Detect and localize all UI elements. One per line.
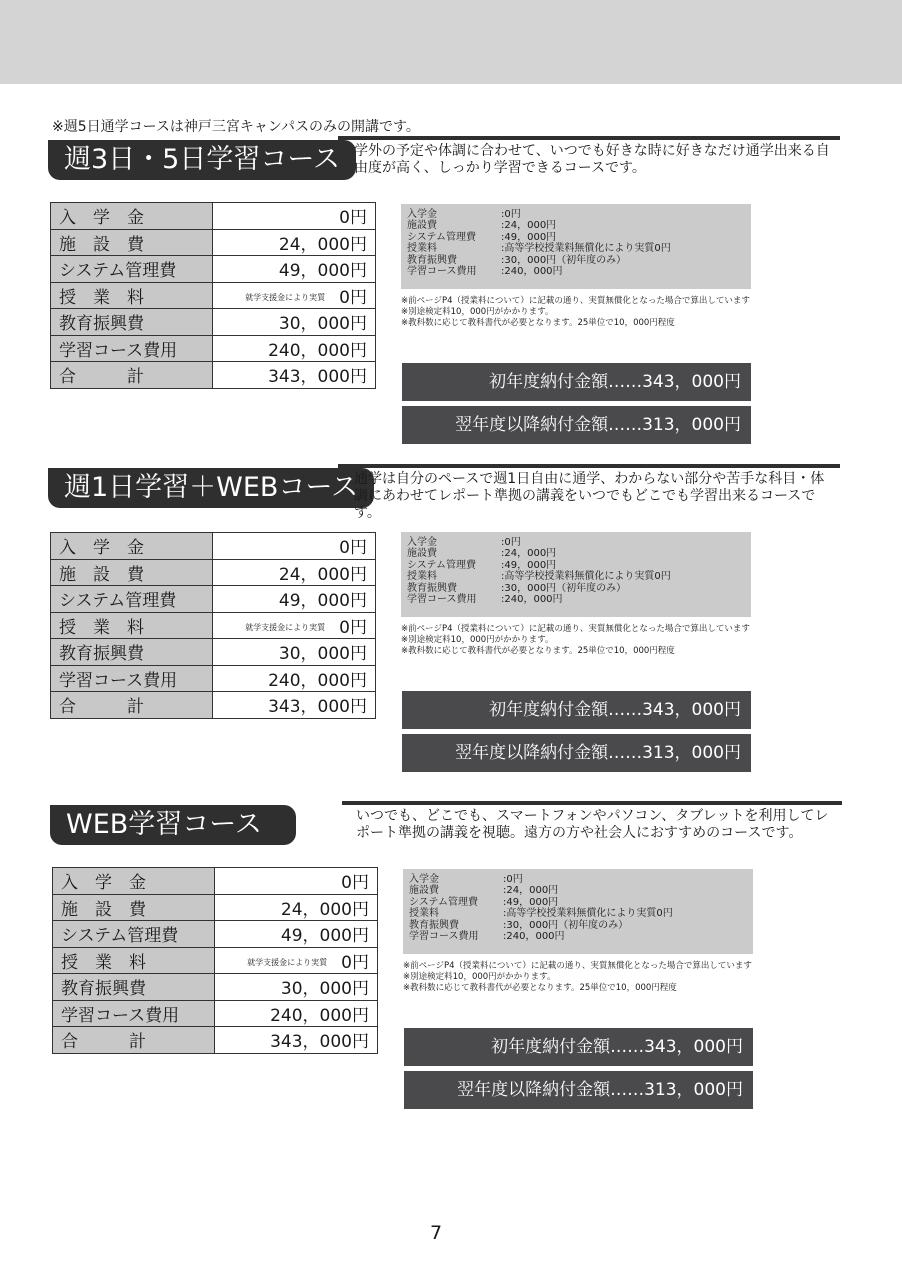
next-year-total: 翌年度以降納付金額……313，000円 — [402, 734, 751, 772]
fee-value: 0円 — [339, 538, 367, 559]
table-row — [51, 692, 376, 719]
table-row — [51, 229, 376, 256]
fee-value: 0円 — [339, 617, 367, 638]
fee-amount — [213, 203, 376, 230]
fee-value: 24，000円 — [278, 564, 367, 585]
detail-value: :24，000円 — [501, 220, 557, 232]
detail-row — [407, 583, 745, 594]
header-band — [0, 0, 902, 84]
fee-note: 就学支援金により実質 — [245, 293, 326, 303]
fee-notes — [401, 624, 750, 657]
fee-value: 0円 — [341, 873, 369, 894]
fee-amount — [213, 692, 376, 719]
table-row — [51, 559, 376, 586]
fee-value: 30，000円 — [278, 644, 367, 665]
fee-label: 合 計 — [53, 1027, 215, 1054]
detail-value: :240，000円 — [501, 594, 563, 606]
fee-value: 0円 — [339, 208, 367, 229]
table-row — [53, 868, 378, 895]
detail-value: :30，000円（初年度のみ） — [501, 254, 627, 266]
fee-amount — [213, 559, 376, 586]
fee-table — [50, 202, 376, 389]
table-row — [51, 362, 376, 389]
detail-value: :30，000円（初年度のみ） — [503, 919, 629, 931]
table-row — [51, 639, 376, 666]
table-row — [51, 256, 376, 283]
detail-value: :高等学校授業料無償化により実質0円 — [501, 571, 671, 583]
note-line: ※教科数に応じて教科書代が必要となります。25単位で10，000円程度 — [401, 646, 675, 656]
detail-key: システム管理費 — [409, 896, 478, 908]
detail-row — [409, 897, 747, 908]
note-line: ※別途検定料10，000円がかかります。 — [403, 972, 556, 982]
fee-value: 343，000円 — [268, 367, 367, 388]
page-number: 7 — [430, 1222, 443, 1244]
fee-label: 授 業 料 — [53, 947, 215, 974]
fee-amount — [213, 256, 376, 283]
detail-row — [407, 266, 745, 277]
detail-value: :49，000円 — [503, 896, 559, 908]
fee-amount — [215, 868, 378, 895]
note-line: ※教科数に応じて教科書代が必要となります。25単位で10，000円程度 — [403, 983, 677, 993]
fee-amount — [213, 665, 376, 692]
detail-key: 施設費 — [407, 220, 437, 232]
detail-value: :49，000円 — [501, 231, 557, 243]
course-description: いつでも、どこでも、スマートフォンやパソコン、タブレットを利用してレポート準拠の講義を視聴。遠方の方や社会人におすすめのコースです。 — [356, 808, 829, 841]
fee-amount — [215, 1000, 378, 1027]
detail-key: システム管理費 — [407, 559, 476, 571]
detail-key: 入学金 — [409, 874, 439, 885]
detail-row — [407, 243, 745, 254]
detail-row — [409, 874, 747, 885]
page-note: ※週5日通学コースは神戸三宮キャンパスのみの開講です。 — [52, 119, 420, 135]
detail-row — [407, 209, 745, 220]
fee-label: 授 業 料 — [51, 282, 213, 309]
fee-note: 就学支援金により実質 — [247, 958, 328, 968]
detail-value: :0円 — [503, 874, 523, 885]
note-line: ※別途検定料10，000円がかかります。 — [401, 307, 554, 317]
fee-detail-box — [401, 532, 751, 617]
detail-value: :240，000円 — [501, 266, 563, 278]
fee-notes — [403, 961, 752, 994]
table-row — [53, 894, 378, 921]
course-title: 週3日・5日学習コース — [48, 140, 356, 180]
detail-row — [407, 232, 745, 243]
detail-key: 入学金 — [407, 209, 437, 220]
fee-value: 0円 — [339, 287, 367, 308]
detail-row — [407, 255, 745, 266]
detail-value: :高等学校授業料無償化により実質0円 — [503, 908, 673, 920]
detail-key: 学習コース費用 — [407, 594, 477, 606]
course-section — [48, 464, 840, 784]
title-rule — [342, 801, 842, 805]
table-row — [51, 203, 376, 230]
fee-label: システム管理費 — [53, 921, 215, 948]
detail-row — [409, 885, 747, 896]
fee-label: システム管理費 — [51, 256, 213, 283]
next-year-total: 翌年度以降納付金額……313，000円 — [402, 406, 751, 444]
fee-value: 240，000円 — [268, 340, 367, 361]
detail-key: システム管理費 — [407, 231, 476, 243]
fee-value: 49，000円 — [280, 926, 369, 947]
fee-note: 就学支援金により実質 — [245, 623, 326, 633]
fee-label: 合 計 — [51, 692, 213, 719]
detail-row — [407, 548, 745, 559]
fee-label: 授 業 料 — [51, 612, 213, 639]
detail-key: 施設費 — [407, 548, 437, 560]
table-row — [51, 586, 376, 613]
fee-amount — [213, 612, 376, 639]
detail-row — [407, 220, 745, 231]
detail-key: 施設費 — [409, 885, 439, 897]
table-row — [51, 335, 376, 362]
fee-table — [50, 532, 376, 719]
fee-table — [52, 867, 378, 1054]
detail-value: :高等学校授業料無償化により実質0円 — [501, 243, 671, 255]
fee-label: 教育振興費 — [51, 309, 213, 336]
fee-amount — [215, 894, 378, 921]
fee-amount — [215, 947, 378, 974]
detail-row — [409, 931, 747, 942]
fee-amount — [213, 282, 376, 309]
course-title: 週1日学習＋WEBコース — [48, 468, 374, 508]
fee-label: 教育振興費 — [51, 639, 213, 666]
fee-label: 合 計 — [51, 362, 213, 389]
fee-detail-box — [401, 204, 751, 289]
fee-value: 0円 — [341, 952, 369, 973]
table-row — [51, 282, 376, 309]
course-title: WEB学習コース — [50, 805, 296, 845]
fee-label: 学習コース費用 — [51, 665, 213, 692]
detail-key: 学習コース費用 — [409, 931, 479, 943]
fee-value: 30，000円 — [280, 979, 369, 1000]
title-rule — [338, 464, 840, 468]
course-description: 学外の予定や体調に合わせて、いつでも好きな時に好きなだけ通学出来る自由度が高く、しっかり学習できるコースです。 — [354, 143, 830, 176]
fee-label: 学習コース費用 — [53, 1000, 215, 1027]
fee-amount — [215, 921, 378, 948]
fee-value: 240，000円 — [268, 670, 367, 691]
title-rule — [338, 136, 840, 140]
fee-label: 学習コース費用 — [51, 335, 213, 362]
fee-label: 施 設 費 — [51, 229, 213, 256]
detail-value: :240，000円 — [503, 931, 565, 943]
detail-row — [409, 920, 747, 931]
fee-amount — [213, 309, 376, 336]
fee-label: 施 設 費 — [51, 559, 213, 586]
fee-amount — [213, 533, 376, 560]
table-row — [53, 1027, 378, 1054]
fee-amount — [215, 1027, 378, 1054]
fee-value: 240，000円 — [270, 1005, 369, 1026]
fee-label: 入 学 金 — [51, 533, 213, 560]
fee-value: 30，000円 — [278, 314, 367, 335]
note-line: ※教科数に応じて教科書代が必要となります。25単位で10，000円程度 — [401, 318, 675, 328]
fee-value: 49，000円 — [278, 261, 367, 282]
first-year-total: 初年度納付金額……343，000円 — [402, 363, 751, 401]
detail-row — [407, 537, 745, 548]
detail-key: 授業料 — [409, 908, 439, 920]
detail-row — [407, 571, 745, 582]
course-section — [50, 801, 842, 1121]
fee-value: 49，000円 — [278, 591, 367, 612]
detail-value: :30，000円（初年度のみ） — [501, 582, 627, 594]
detail-row — [407, 560, 745, 571]
fee-value: 343，000円 — [268, 697, 367, 718]
fee-label: 施 設 費 — [53, 894, 215, 921]
table-row — [53, 1000, 378, 1027]
table-row — [53, 974, 378, 1001]
course-description: 通学は自分のペースで週1日自由に通学、わからない部分や苦手な科目・体調にあわせてレポート準拠の講義をいつでもどこでも学習出来るコースです。 — [354, 471, 825, 521]
table-row — [51, 533, 376, 560]
fee-value: 24，000円 — [278, 234, 367, 255]
fee-amount — [213, 362, 376, 389]
detail-value: :0円 — [501, 537, 521, 548]
detail-value: :49，000円 — [501, 559, 557, 571]
detail-key: 教育振興費 — [407, 254, 457, 266]
detail-row — [407, 594, 745, 605]
detail-key: 入学金 — [407, 537, 437, 548]
detail-value: :24，000円 — [501, 548, 557, 560]
first-year-total: 初年度納付金額……343，000円 — [402, 691, 751, 729]
table-row — [51, 309, 376, 336]
detail-value: :24，000円 — [503, 885, 559, 897]
fee-value: 343，000円 — [270, 1032, 369, 1053]
note-line: ※前ページP4（授業料について）に記載の通り、実質無償化となった場合で算出しています — [403, 961, 752, 971]
fee-value: 24，000円 — [280, 899, 369, 920]
detail-key: 授業料 — [407, 571, 437, 583]
fee-label: 教育振興費 — [53, 974, 215, 1001]
table-row — [53, 947, 378, 974]
next-year-total: 翌年度以降納付金額……313，000円 — [404, 1071, 753, 1109]
detail-key: 授業料 — [407, 243, 437, 255]
fee-amount — [213, 639, 376, 666]
fee-notes — [401, 296, 750, 329]
note-line: ※別途検定料10，000円がかかります。 — [401, 635, 554, 645]
note-line: ※前ページP4（授業料について）に記載の通り、実質無償化となった場合で算出しています — [401, 296, 750, 306]
fee-amount — [213, 586, 376, 613]
detail-key: 学習コース費用 — [407, 266, 477, 278]
detail-key: 教育振興費 — [409, 919, 459, 931]
fee-label: 入 学 金 — [53, 868, 215, 895]
table-row — [51, 612, 376, 639]
first-year-total: 初年度納付金額……343，000円 — [404, 1028, 753, 1066]
table-row — [53, 921, 378, 948]
detail-row — [409, 908, 747, 919]
detail-value: :0円 — [501, 209, 521, 220]
fee-detail-box — [403, 869, 753, 954]
fee-amount — [213, 229, 376, 256]
fee-amount — [215, 974, 378, 1001]
detail-key: 教育振興費 — [407, 582, 457, 594]
course-section — [48, 136, 840, 456]
note-line: ※前ページP4（授業料について）に記載の通り、実質無償化となった場合で算出しています — [401, 624, 750, 634]
fee-label: システム管理費 — [51, 586, 213, 613]
table-row — [51, 665, 376, 692]
fee-amount — [213, 335, 376, 362]
fee-label: 入 学 金 — [51, 203, 213, 230]
